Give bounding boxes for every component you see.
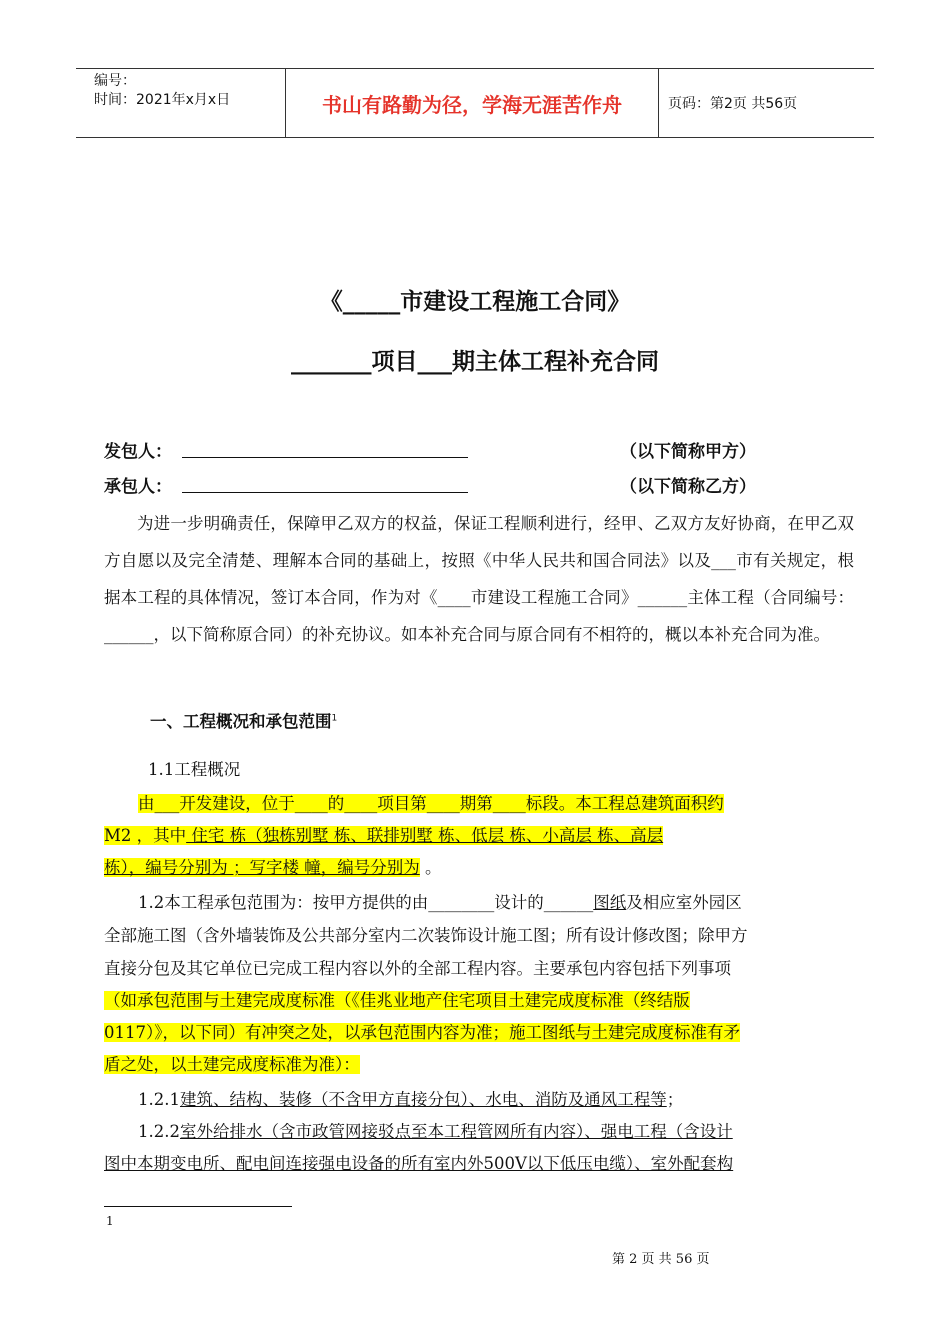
footnote-ref: 1: [331, 713, 338, 724]
scope-highlight-2: [104, 1019, 740, 1043]
header-page-label: 页码：第2页 共56页: [668, 96, 798, 112]
header-divider: [658, 69, 659, 137]
employer-blank-line: [182, 457, 468, 458]
item-text: 建筑、结构、装修（不含甲方直接分包）、水电、消防及通风工程等: [179, 1090, 667, 1109]
contractor-label: 承包人：: [104, 477, 172, 497]
header-motto: 书山有路勤为径，学海无涯苦作舟: [322, 92, 622, 117]
scope-highlight-text: （如承包范围与土建完成度标准（《佳兆业地产住宅项目土建完成度标准（终结版: [104, 991, 690, 1010]
scope-text: 及相应室外园区: [626, 893, 742, 912]
section-heading: [150, 708, 337, 732]
employer-note: （以下简称甲方）: [620, 442, 756, 462]
contractor-note: （以下简称乙方）: [620, 477, 756, 497]
time-label: 时间：2021年x月x日: [94, 92, 231, 108]
scope-highlight-3: [104, 1051, 360, 1075]
item-text: ；: [666, 1090, 684, 1109]
page-footer: 第 2 页 共 56 页: [612, 1252, 710, 1267]
item-text: 室外给排水（含市政管网接驳点至本工程管网所有内容）、强电工程（含设计: [179, 1122, 733, 1141]
overview-text: 由___开发建设，位于____的____项目第____期第____标段。本工程总建筑面积约: [138, 794, 724, 813]
document-header: [76, 68, 874, 138]
contractor-row: [104, 472, 756, 497]
overview-line-3: [104, 854, 442, 878]
item-text: 图中本期变电所、配电间连接强电设备的所有室内外500V以下低压电缆）、室外配套构: [104, 1154, 734, 1173]
item-1-2-2: [138, 1118, 733, 1142]
scope-text: 图纸: [593, 893, 627, 912]
footnote-number: 1: [106, 1214, 114, 1228]
item-number: 1.2.1: [138, 1090, 180, 1109]
overview-text: 栋），编号分别为 ；写字楼 幢，编号分别为: [104, 858, 420, 877]
scope-line-2: 全部施工图（含外墙装饰及公共部分室内二次装饰设计施工图；所有设计修改图；除甲方: [104, 926, 748, 945]
employer-row: [104, 437, 756, 462]
overview-text: 住宅 栋（独栋别墅 栋、联排别墅 栋、低层 栋、小高层 栋、高层: [186, 826, 664, 845]
number-label: 编号：: [94, 73, 136, 89]
overview-line-2: [104, 822, 663, 846]
contractor-blank-line: [182, 492, 468, 493]
scope-highlight-text: 盾之处，以土建完成度标准为准）：: [104, 1055, 360, 1074]
scope-text: 1.2本工程承包范围为：按甲方提供的由________设计的______: [138, 893, 594, 912]
item-number: 1.2.2: [138, 1122, 180, 1141]
scope-line-3: 直接分包及其它单位已完成工程内容以外的全部工程内容。主要承包内容包括下列事项: [104, 959, 731, 978]
scope-line-1: [138, 889, 742, 913]
subsection-1-1-heading: 1.1工程概况: [148, 760, 241, 779]
scope-highlight-1: [104, 987, 690, 1011]
header-meta: [94, 72, 230, 110]
scope-highlight-text: 0117）》，以下同）有冲突之处，以承包范围内容为准；施工图纸与土建完成度标准有矛: [104, 1023, 740, 1042]
overview-text: 。: [419, 858, 442, 877]
overview-text: M2 ，其中: [104, 826, 187, 845]
intro-paragraph: 为进一步明确责任，保障甲乙双方的权益，保证工程顺利进行，经甲、乙双方友好协商，在甲乙双方自愿以及完全清楚、理解本合同的基础上，按照《中华人民共和国合同法》以及___市有关规定，根据本工程的具体情况，签订本合同，作为对《____市建设工程施工合同》______主体工程（合同编号：______，以下简称原合同）的补充协议。如本补充合同与原合同有不相符的，概以本补充合同为准。: [104, 514, 854, 644]
item-1-2-2-cont: [104, 1150, 733, 1174]
overview-line-1: [138, 790, 724, 814]
contract-subtitle: _______项目___期主体工程补充合同: [291, 349, 659, 375]
footnote-separator: [104, 1206, 292, 1207]
item-1-2-1: [138, 1086, 683, 1110]
employer-label: 发包人：: [104, 442, 172, 462]
section-heading-text: 一、工程概况和承包范围: [150, 712, 332, 731]
contract-title: 《_____市建设工程施工合同》: [319, 289, 631, 315]
